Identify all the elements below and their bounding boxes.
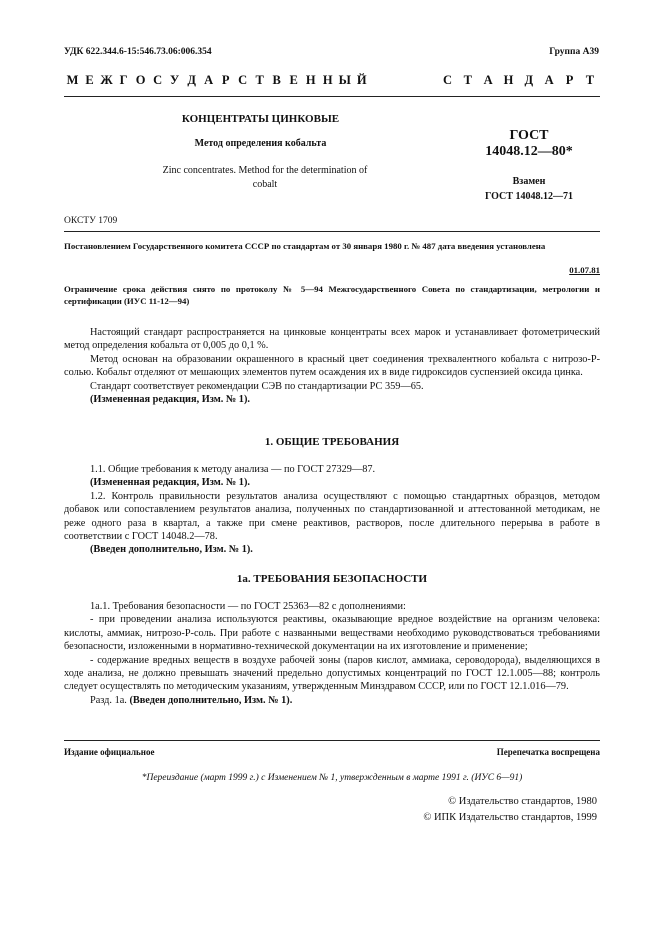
replaces-block — [458, 174, 600, 204]
banner-letter: Р — [221, 73, 230, 87]
gost-number: 14048.12—80* — [485, 144, 573, 159]
official-edition: Издание официальное — [64, 747, 155, 757]
banner-word-interstate — [64, 73, 370, 88]
paragraph-1-1: 1.1. Общие требования к методу анализа — по ГОСТ 27329—87. — [90, 464, 376, 475]
section-ref: Разд. 1а. — [90, 694, 127, 706]
english-title: Zinc concentrates. Method for the determination of cobalt — [162, 165, 368, 190]
banner-letter: Н — [322, 73, 333, 87]
copyright-1999: © ИПК Издательство стандартов, 1999 — [423, 812, 597, 823]
intro-paragraph: Настоящий стандарт распространяется на цинковые концентраты всех марок и устанавливает фотометрический метод определения кобальта от 0,005 до 0,1 %. — [64, 327, 600, 352]
banner-letter: А — [544, 73, 554, 87]
intro-paragraph: Стандарт соответствует рекомендации СЭВ по стандартизации РС 359—65. — [90, 380, 424, 392]
gost-number-block — [458, 128, 600, 160]
banner-letter: Н — [503, 73, 514, 87]
banner-letter: Н — [305, 73, 316, 87]
decree-text: Постановлением Государственного комитета СССР по стандартам от 30 января 1980 г. № 487 дата введения установлена — [64, 241, 546, 251]
banner-letter: Р — [565, 73, 574, 87]
intro-paragraph: Метод основан на образовании окрашенного в красный цвет соединения трехвалентного кобальта с нитрозо-Р-солью. Кобальт отделяют от мешающих элементов путем осаждения их в виде гидроксидов суспензией оксида цинка. — [64, 353, 600, 379]
oksty-rule — [64, 231, 600, 232]
copyright-1980: © Издательство стандартов, 1980 — [448, 796, 597, 807]
intro-date: 01.07.81 — [569, 265, 600, 275]
doc-subtitle: Метод определения кобальта — [194, 138, 327, 149]
gost-label: ГОСТ — [509, 128, 549, 143]
banner-letter: Й — [356, 73, 367, 87]
banner-letter: Ж — [100, 73, 113, 87]
banner-letter: М — [66, 73, 79, 87]
paragraph-1a-4 — [64, 694, 600, 707]
banner-letter: С — [153, 73, 163, 87]
replaces-number: ГОСТ 14048.12—71 — [485, 191, 573, 202]
banner-word-standard — [437, 73, 600, 88]
section-ref-note: (Введен дополнительно, Изм. № 1). — [129, 694, 293, 706]
replaces-label: Взамен — [512, 176, 546, 187]
banner-letter: С — [442, 73, 452, 87]
section1a-body — [64, 600, 600, 707]
section1-body — [64, 463, 600, 557]
banner-letter: В — [272, 73, 281, 87]
banner-letter: Т — [463, 73, 472, 87]
banner-letter: Ы — [338, 73, 351, 87]
paragraph-1a-3: - содержание вредных веществ в воздухе рабочей зоны (паров кислот, аммиака, сероводорода), выделяющихся в ходе анализа, не должно превышать значений предельно допустимых концентраций по ГОСТ 12.1.005—88; контроль следует осуществлять по методическим указаниям, утвержденным Минздравом СССР, или по ГОСТ 12.1.016—79. — [64, 654, 600, 693]
banner-letter: У — [170, 73, 180, 87]
paragraph-1-2: 1.2. Контроль правильности результатов анализа осуществляют с помощью стандартных образцов, методом добавок или сопоставлением результатов анализа, полученных по стандартизованной и аттестованной методикам, не реже одного раза в квартал, а также при смене реактивов, растворов, после длительного перерыва в работе в соответствии с ГОСТ 14048.2—78. — [64, 490, 600, 543]
interstate-standard-banner — [64, 73, 600, 88]
banner-letter: Е — [289, 73, 298, 87]
header-rule — [64, 96, 600, 97]
banner-letter: О — [135, 73, 146, 87]
banner-letter: Т — [255, 73, 264, 87]
banner-letter: Т — [585, 73, 595, 87]
reprint-forbidden: Перепечатка воспрещена — [496, 747, 600, 757]
paragraph-1a-1: 1а.1. Требования безопасности — по ГОСТ 25363—82 с дополнениями: — [90, 601, 406, 612]
footer-rule — [64, 740, 600, 741]
intro-edit-note: (Измененная редакция, Изм. № 1). — [90, 394, 250, 406]
limitation-text: Ограничение срока действия снято по протоколу № 5—94 Межгосударственного Совета по стандартизации, метрологии и сертификации (ИУС 11-12—94) — [64, 284, 600, 306]
banner-letter: Д — [187, 73, 196, 87]
banner-letter: Г — [119, 73, 128, 87]
paragraph-1-2-note: (Введен дополнительно, Изм. № 1). — [90, 544, 253, 556]
section1-heading: 1. ОБЩИЕ ТРЕБОВАНИЯ — [264, 436, 400, 448]
banner-letter: Е — [85, 73, 94, 87]
doc-title: КОНЦЕНТРАТЫ ЦИНКОВЫЕ — [181, 113, 340, 125]
paragraph-1-1-note: (Измененная редакция, Изм. № 1). — [90, 477, 250, 489]
banner-letter: С — [238, 73, 248, 87]
section1a-heading: 1а. ТРЕБОВАНИЯ БЕЗОПАСНОСТИ — [236, 573, 428, 585]
reissue-note: *Переиздание (март 1999 г.) с Изменением № 1, утвержденным в марте 1991 г. (ИУС 6—91) — [141, 773, 523, 783]
banner-letter: Д — [524, 73, 534, 87]
group-code: Группа А39 — [549, 47, 599, 57]
udk-code: УДК 622.344.6-15:546.73.06:006.354 — [64, 47, 212, 57]
banner-letter: А — [483, 73, 493, 87]
paragraph-1a-2: - при проведении анализа используются реактивы, оказывающие вредное воздействие на организм человека: кислоты, аммиак, нитрозо-Р-соль. При работе с названными веществами необходимо руководствоваться требованиями безопасности, изложенными в нормативно-технической документации на их изготовление и применение; — [64, 614, 600, 653]
intro-section — [64, 326, 600, 406]
banner-letter: А — [204, 73, 214, 87]
oksty-code: ОКСТУ 1709 — [64, 216, 118, 226]
